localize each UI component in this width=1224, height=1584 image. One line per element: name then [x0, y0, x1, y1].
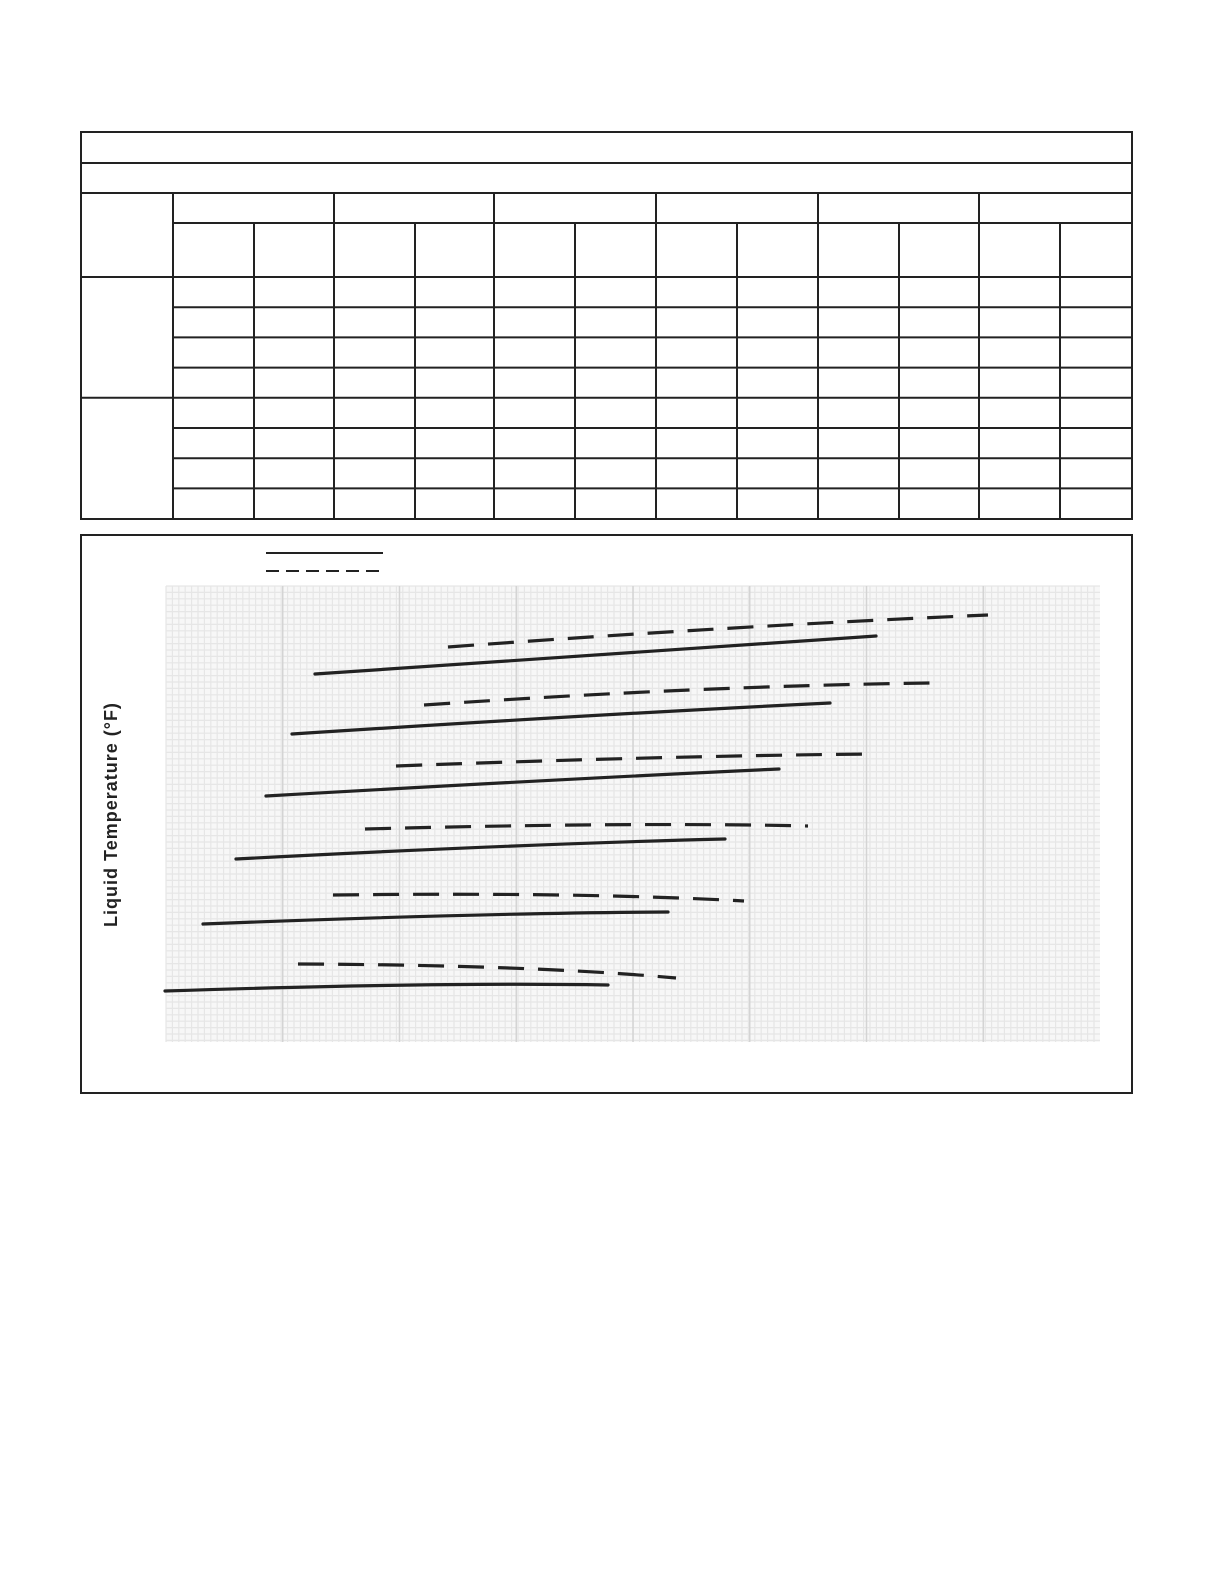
- chart-panel: [80, 534, 1133, 1094]
- y-axis-label: Liquid Temperature (°F): [100, 701, 121, 927]
- table-grid: [82, 133, 1131, 518]
- data-table: [80, 131, 1133, 520]
- chart-plot: [82, 536, 1131, 1092]
